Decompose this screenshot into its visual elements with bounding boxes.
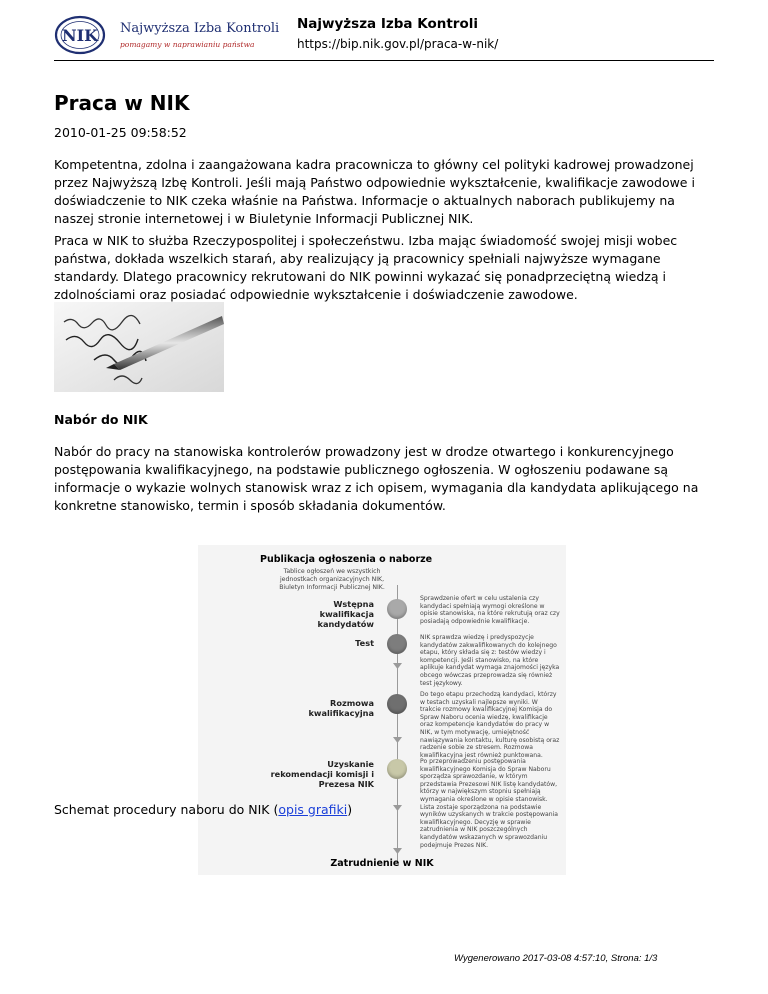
caption-end: ) bbox=[347, 802, 353, 817]
step-node-4 bbox=[387, 759, 407, 779]
site-title: Najwyższa Izba Kontroli bbox=[297, 16, 478, 32]
page-header bbox=[54, 10, 714, 60]
logo-title: Najwyższa Izba Kontroli bbox=[120, 21, 280, 36]
caption-text: Schemat procedury naboru do NIK ( bbox=[54, 802, 279, 817]
paragraph-intro: Kompetentna, zdolna i zaangażowana kadra pracownicza to główny cel polityki kadrowej prowadzonej przez Najwyższą Izbę Kontroli. Jeśli mają Państwo odpowiednie wykształcenie, kwalifikacje zawodowe i doświadczenie to NIK czeka właśnie na Państwa. Informacje o aktualnych naborach publikujemy na naszej stronie internetowej i w Biuletynie Informacji Publicznej NIK. bbox=[54, 157, 695, 226]
step-node-2 bbox=[387, 634, 407, 654]
page-title: Praca w NIK bbox=[54, 91, 190, 115]
diagram-caption bbox=[54, 802, 352, 817]
nik-logo-emblem bbox=[54, 15, 112, 55]
recruitment-procedure-diagram bbox=[198, 545, 566, 875]
step-label-4: Uzyskanie rekomendacji komisji i Prezesa NIK bbox=[270, 759, 374, 789]
diagram-title: Publikacja ogłoszenia o naborze bbox=[260, 554, 433, 565]
paragraph-service: Praca w NIK to służba Rzeczypospolitej i społeczeństwu. Izba mając świadomość swojej misji wobec państwa, dokłada wszelkich starań, aby realizujący ją pracownicy spełniali najwyższe wymagane standardy. Dlatego pracownicy rekrutowani do NIK powinni wykazać się ponadprzeciętną wiedzą i zdolnościami oraz posiadać odpowiednie wykształcenie i doświadczenie zawodowe. bbox=[54, 233, 678, 302]
logo-letters: NIK bbox=[61, 26, 99, 45]
step-node-1 bbox=[387, 599, 407, 619]
step-desc-3: Do tego etapu przechodzą kandydaci, którzy w testach uzyskali najlepsze wyniki. W trakcie rozmowy kwalifikacyjnej Komisja do Spraw Naboru ocenia wiedzę, kwalifikacje oraz kompetencje kandydatów do pracy w NIK, w tym motywację, umiejętność nawiązywania kontaktu, kulturę osobistą oraz radzenie sobie ze stresem. Rozmowa kwalifikacyjna jest również punktowana. bbox=[420, 691, 560, 759]
header-divider bbox=[54, 60, 714, 61]
section-heading: Nabór do NIK bbox=[54, 412, 148, 427]
diagram-final-step: Zatrudnienie w NIK bbox=[330, 858, 434, 869]
publish-date: 2010-01-25 09:58:52 bbox=[54, 125, 187, 140]
step-node-3 bbox=[387, 694, 407, 714]
page-url: https://bip.nik.gov.pl/praca-w-nik/ bbox=[297, 37, 499, 51]
nik-logo[interactable] bbox=[54, 13, 280, 61]
pen-handwriting-photo bbox=[54, 302, 224, 392]
step-desc-4: Po przeprowadzeniu postępowania kwalifikacyjnego Komisja do Spraw Naboru sporządza sprawozdanie, w którym przedstawia Prezesowi NIK listę kandydatów, którzy w największym stopniu spełniają wymagania określone w opisie stanowisk. Lista zostaje sporządzona na podstawie wyników uzyskanych w trakcie postępowania kwalifikacyjnego. Decyzję w sprawie zatrudnienia w NIK poszczególnych kandydatów wskazanych w sprawozdaniu podejmuje Prezes NIK. bbox=[420, 758, 559, 849]
diagram-note: Tablice ogłoszeń we wszystkich jednostkach organizacyjnych NIK, Biuletyn Informacji Publicznej NIK. bbox=[279, 568, 385, 591]
generated-footer: Wygenerowano 2017-03-08 4:57:10, Strona: 1/3 bbox=[454, 953, 658, 964]
step-desc-1: Sprawdzenie ofert w celu ustalenia czy kandydaci spełniają wymogi określone w opisie stanowiska, na które rekrutują oraz czy posiadają odpowiednie kwalifikacje. bbox=[420, 595, 560, 625]
paragraph-recruitment: Nabór do pracy na stanowiska kontrolerów prowadzony jest w drodze otwartego i konkurencyjnego postępowania kwalifikacyjnego, na podstawie publicznego ogłoszenia. W ogłoszeniu podawane są informacje o wykazie wolnych stanowisk wraz z ich opisem, wymagania dla kandydata aplikującego na konkretne stanowisko, termin i sposób składania dokumentów. bbox=[54, 444, 699, 513]
step-desc-2: NIK sprawdza wiedzę i predyspozycje kandydatów zakwalifikowanych do kolejnego etapu, który składa się z: testów wiedzy i kompetencji. Jeśli stanowisko, na które aplikuje kandydat wymaga znajomości języka obcego wówczas przeprowadza się również test językowy. bbox=[420, 634, 560, 687]
step-label-1: Wstępna kwalifikacja kandydatów bbox=[317, 599, 374, 629]
graphic-description-link[interactable]: opis grafiki bbox=[278, 802, 348, 817]
logo-subtitle: pomagamy w naprawianiu państwa bbox=[120, 40, 255, 49]
step-label-3: Rozmowa kwalifikacyjna bbox=[308, 698, 374, 718]
article bbox=[54, 90, 714, 869]
step-label-2: Test bbox=[355, 638, 374, 648]
